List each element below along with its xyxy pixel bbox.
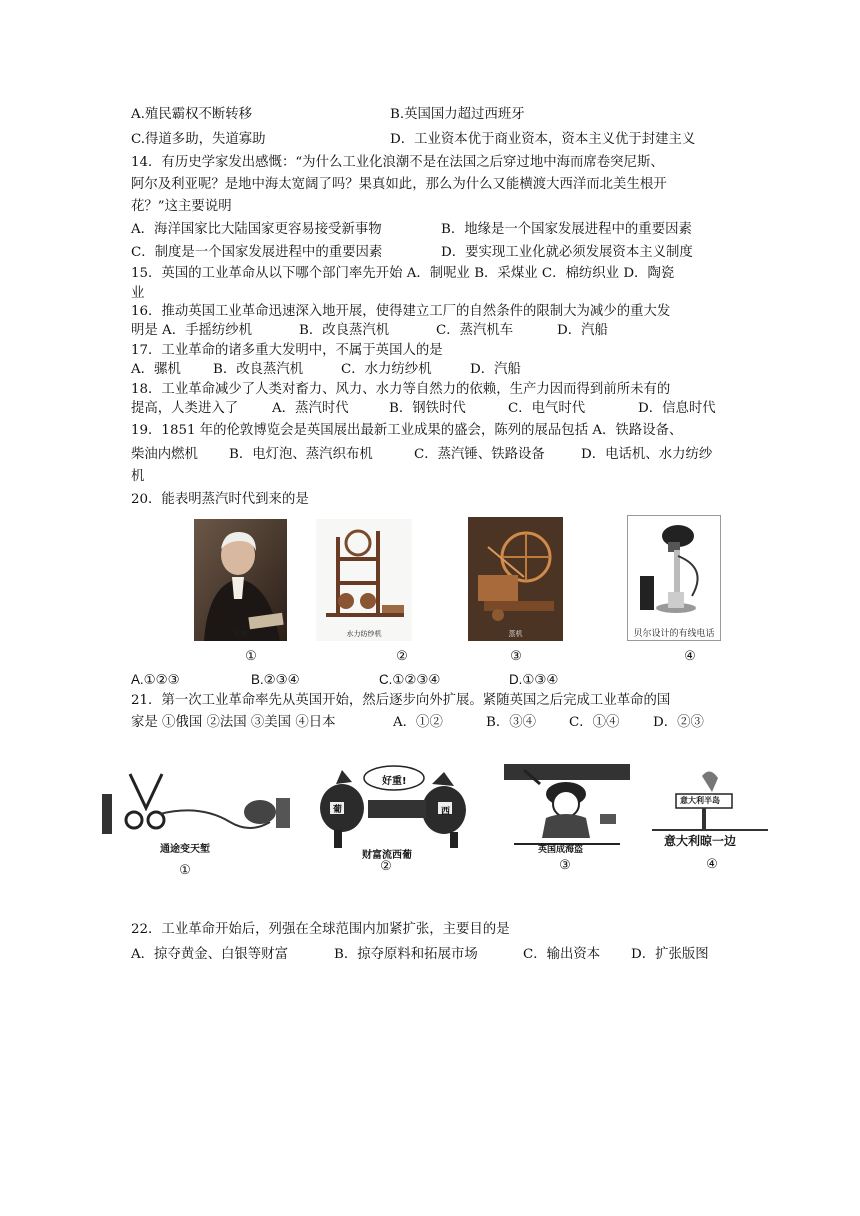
q18-option-a: A．蒸汽时代 [272,401,349,416]
q19-stem-line3: 机 [131,469,145,484]
q13-option-d: D．工业资本优于商业资本，资本主义优于封建主义 [390,132,696,147]
q14-option-b: B．地缘是一个国家发展进程中的重要因素 [441,222,692,237]
q20-option-b: B.②③④ [251,672,300,687]
q14-stem-line3: 花？”这主要说明 [131,199,232,214]
q20-option-d: D.①③④ [509,672,559,687]
q16-stem-line1: 16．推动英国工业革命迅速深入地开展，使得建立工厂的自然条件的限制大为减少的重大发 [131,304,671,319]
cartoon-3-number: ③ [559,858,571,873]
cartoon-1-number: ① [179,863,191,878]
q21-stem-end: 家是 ①俄国 ②法国 ③美国 ④日本 [131,715,336,730]
cartoon-4-image [650,764,770,862]
q20-option-a: A.①②③ [131,672,180,687]
q19-option-d: D．电话机、水力纺纱 [581,447,713,462]
q14-stem-line1: 14．有历史学家发出感慨：“为什么工业化浪潮不是在法国之后穿过地中海而席卷突尼斯、 [131,155,664,170]
q19-stem-line1: 19．1851 年的伦敦博览会是英国展出最新工业成果的盛会，陈列的展品包括 A．铁路设备、 [131,423,683,438]
q20-picture-1-number: ① [245,649,257,664]
telephone-image [627,515,721,641]
cartoon-2-left-tag: 葡 [333,805,343,815]
q22-option-d: D．扩张版图 [631,947,709,962]
q14-stem-line2: 阿尔及利亚呢？是地中海太宽阔了吗？果真如此，那么为什么又能横渡大西洋而北美生根开 [131,177,667,192]
q13-option-a: A.殖民霸权不断转移 [131,107,253,122]
q16-option-d: D．汽船 [557,323,608,338]
cartoon-2-number: ② [380,859,392,874]
q16-option-a: 明是 A．手摇纺纱机 [131,323,253,338]
q20-picture-2-caption: 水力纺纱机 [346,630,382,638]
q22-option-b: B．掠夺原料和拓展市场 [334,947,478,962]
q16-option-b: B．改良蒸汽机 [299,323,390,338]
q18-stem-line1: 18．工业革命减少了人类对畜力、风力、水力等自然力的依赖，生产力因而得到前所未有的 [131,382,671,397]
watt-portrait-image [194,519,287,641]
cartoon-1-image [100,768,296,860]
q20-picture-4-number: ④ [684,649,696,664]
q14-option-a: A．海洋国家比大陆国家更容易接受新事物 [131,222,382,237]
q19-stem-end: 柴油内燃机 [131,447,198,462]
q13-option-b: B.英国国力超过西班牙 [390,107,525,122]
q20-picture-3-caption: 蒸机 [508,630,523,638]
q17-stem: 17．工业革命的诸多重大发明中，不属于英国人的是 [131,343,443,358]
q13-option-c: C.得道多助，失道寡助 [131,132,266,147]
q20-picture-2-number: ② [396,649,408,664]
q22-option-a: A．掠夺黄金、白银等财富 [131,947,288,962]
q22-stem: 22．工业革命开始后，列强在全球范围内加紧扩张，主要目的是 [131,922,510,937]
q20-picture-3-number: ③ [510,649,522,664]
q21-option-a: A．①② [393,715,443,730]
q18-option-c: C．电气时代 [508,401,586,416]
cartoon-2-right-tag: 西 [441,807,451,817]
q19-option-c: C．蒸汽锤、铁路设备 [414,447,545,462]
q19-option-b: B．电灯泡、蒸汽织布机 [229,447,373,462]
q17-option-a: A．骡机 [131,362,181,377]
steam-engine-image [468,517,563,641]
q17-option-b: B．改良蒸汽机 [213,362,304,377]
q21-option-b: B．③④ [486,715,537,730]
q15-stem-line1: 15．英国的工业革命从以下哪个部门率先开始 A．制呢业 B．采煤业 C．棉纺织业 D．陶瓷 [131,266,675,281]
q20-stem: 20．能表明蒸汽时代到来的是 [131,492,309,507]
cartoon-2-speech: 好重! [382,776,407,787]
q21-option-c: C．①④ [569,715,620,730]
q21-option-d: D．②③ [653,715,704,730]
cartoon-3-image [504,764,630,862]
q18-option-b: B．钢铁时代 [389,401,466,416]
q18-option-d: D．信息时代 [638,401,716,416]
q14-option-c: C．制度是一个国家发展进程中的重要因素 [131,245,383,260]
q22-option-c: C．输出资本 [523,947,601,962]
cartoon-4-sign: 意大利半岛 [680,796,720,805]
cartoon-4-number: ④ [706,857,718,872]
cartoon-2-caption: 财富流西葡 [362,850,412,861]
cartoon-3-caption: 英国成海盗 [538,845,584,855]
q18-stem-end: 提高，人类进入了 [131,401,239,416]
cartoon-2-image [312,762,488,862]
q17-option-c: C．水力纺纱机 [341,362,432,377]
q20-picture-4-caption: 贝尔设计的有线电话 [633,629,715,639]
q15-stem-line2: 业 [131,286,145,301]
q16-option-c: C．蒸汽机车 [436,323,514,338]
q14-option-d: D．要实现工业化就必须发展资本主义制度 [441,245,693,260]
q20-picture-1-caption: 瓦特 [233,630,248,638]
q20-option-c: C.①②③④ [379,672,441,687]
cartoon-1-caption: 通途变天堑 [160,844,210,855]
water-frame-image [316,519,412,641]
q17-option-d: D．汽船 [470,362,521,377]
q21-stem-line1: 21．第一次工业革命率先从英国开始，然后逐步向外扩展。紧随英国之后完成工业革命的国 [131,693,671,708]
cartoon-4-caption: 意大利晾一边 [664,834,737,848]
